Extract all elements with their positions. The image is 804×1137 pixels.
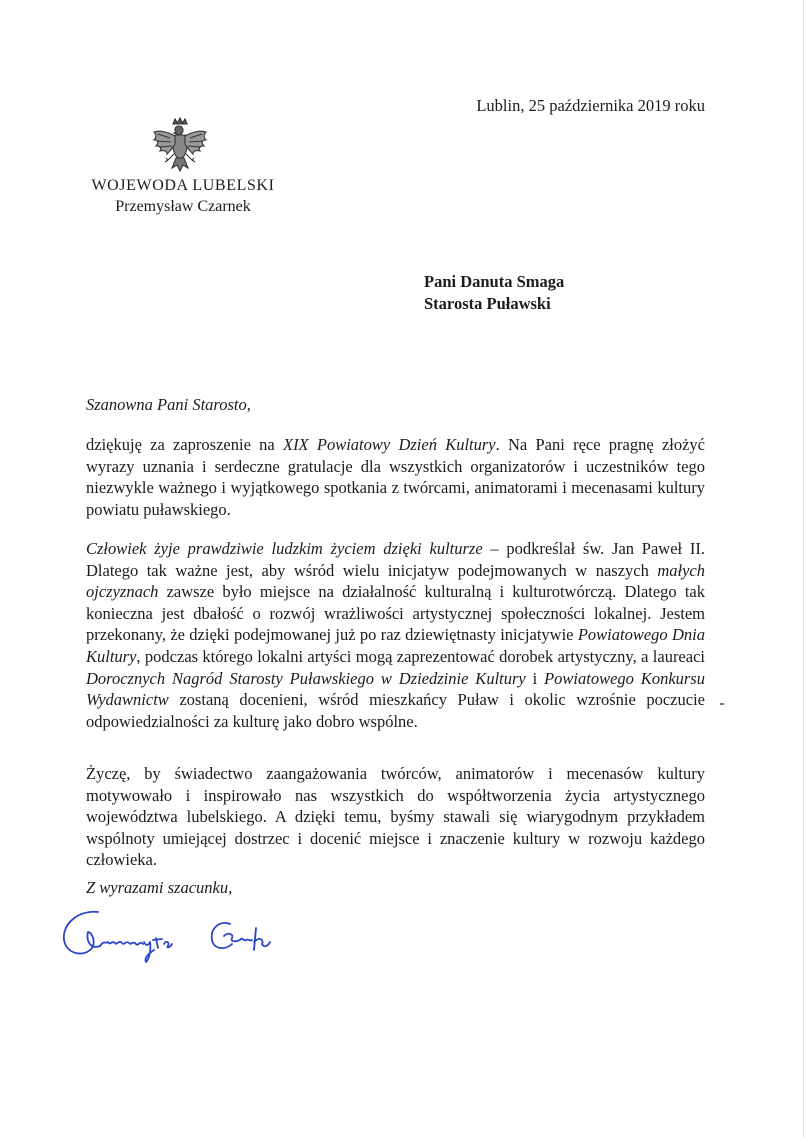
contest-name: Powiatowego Konkursu Wydawnictw — [86, 668, 705, 710]
text-run: – podkreślał św. Jan Paweł II. Dlatego tak ważne jest, aby wśród wielu inicjatyw podejmowanych w naszych — [86, 539, 705, 580]
text-run: zostaną docenieni, wśród mieszkańcy Puław i okolic wzrośnie poczucie odpowiedzialności za kulturę jako dobro wspólne. — [86, 690, 705, 731]
scan-artifact — [720, 703, 724, 705]
addressee-block — [424, 271, 564, 315]
award-name: Dorocznych Nagród Starosty Puławskiego w Dziedzinie Kultury — [86, 668, 526, 688]
addressee-name: Pani Danuta Smaga — [424, 272, 565, 291]
paragraph-1 — [86, 434, 705, 520]
quote: Człowiek żyje prawdziwie ludzkim życiem dzięki kulturze — [86, 539, 483, 558]
salutation: Szanowna Pani Starosto, — [86, 395, 251, 414]
letter-date: Lublin, 25 października 2019 roku — [476, 96, 705, 115]
event-name: Powiatowego Dnia Kultury — [86, 625, 705, 666]
addressee-position: Starosta Puławski — [424, 294, 551, 313]
paragraph-3: Życzę, by świadectwo zaangażowania twórców, animatorów i mecenasów kultury motywowało i inspirowało nas wszystkich do współtworzenia życia artystycznego województwa lubelskiego. A dzięki temu, byśmy stawali się wiarygodnym przykładem wspólnoty umiejącej dostrzec i docenić miejsce i znaczenie kultury w rozwoju każdego człowieka. — [86, 764, 705, 870]
sender-block — [86, 175, 280, 217]
polish-eagle-emblem-icon — [148, 116, 212, 178]
sender-title: WOJEWODA LUBELSKI — [91, 177, 275, 194]
text-run: . Na Pani ręce pragnę złożyć wyrazy uznania i serdeczne gratulacje dla wszystkich organizatorów i uczestników tego niezwykle ważnego i wyjątkowego spotkania z twórcami, animatorami i mecenasami kultury powiatu puławskiego. — [86, 435, 705, 519]
paragraph-2 — [86, 538, 705, 732]
text-run: zawsze było miejsce na działalność kulturalną i kulturotwórczą. Dlatego tak konieczna jest dbałość o rozwój wrażliwości artystycznej społeczności lokalnej. Jestem przekonany, że dzięki podejmowanej już po raz dziewiętnasty inicjatywie — [86, 582, 705, 645]
text-run: dziękuję za zaproszenie na — [86, 435, 283, 454]
text-run: i — [525, 668, 545, 688]
handwritten-signature-icon — [58, 902, 298, 968]
text-run: , podczas którego lokalni artyści mogą zaprezentować dorobek artystyczny, a laureaci — [136, 646, 705, 666]
event-name: XIX Powiatowy Dzień Kultury — [282, 435, 496, 454]
closing-phrase: Z wyrazami szacunku, — [86, 878, 233, 897]
emphasis: małych ojczyznach — [86, 560, 705, 602]
sender-name: Przemysław Czarnek — [115, 198, 251, 215]
